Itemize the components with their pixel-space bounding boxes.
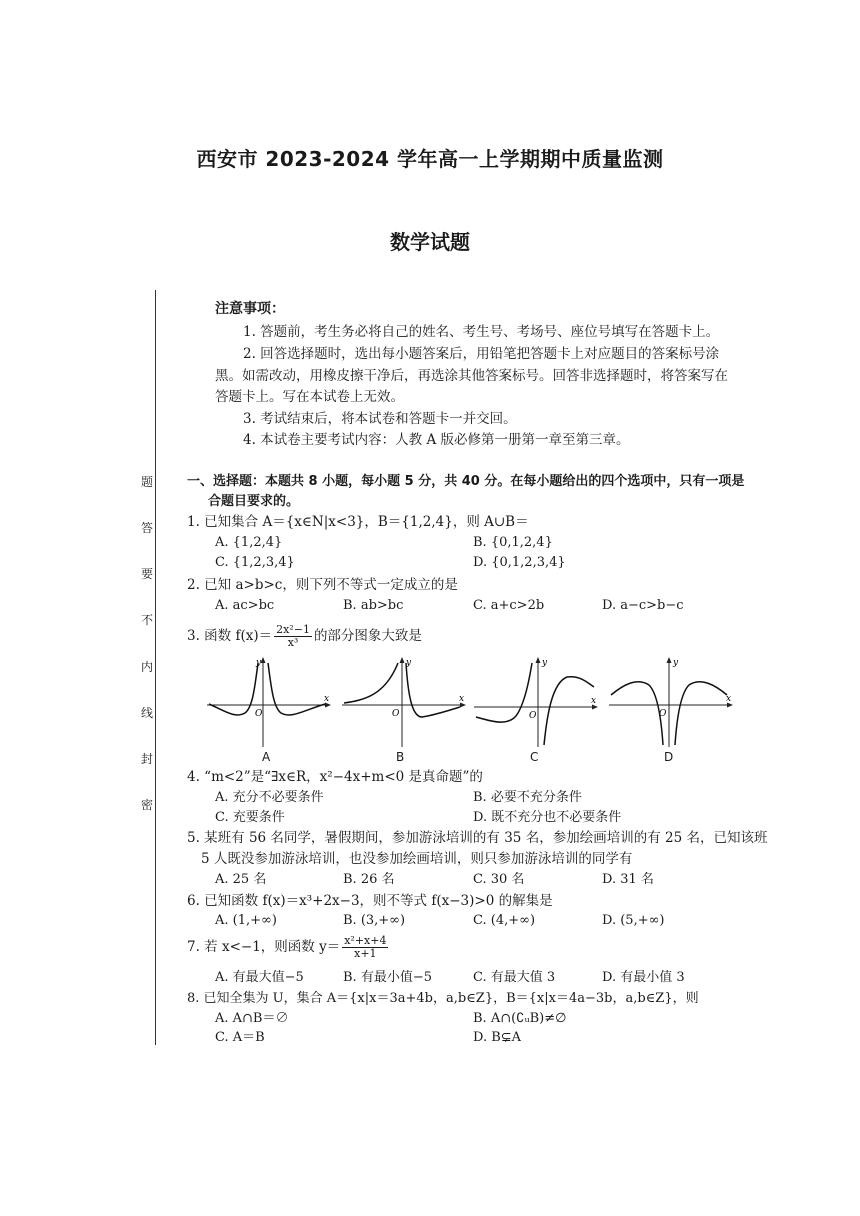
notes-line: 2. 回答选择题时，选出每小题答案后，用铅笔把答题卡上对应题目的答案标号涂 bbox=[243, 346, 720, 362]
binding-char: 题 bbox=[140, 475, 153, 489]
axis-y-label: y bbox=[256, 658, 262, 668]
q6-option-b: B. (3,+∞) bbox=[343, 913, 406, 928]
question-2-stem: 2. 已知 a>b>c，则下列不等式一定成立的是 bbox=[187, 577, 458, 593]
origin-label: O bbox=[659, 709, 667, 719]
notes-line: 黑。如需改动，用橡皮擦干净后，再选涂其他答案标号。回答非选择题时，将答案写在 bbox=[215, 368, 728, 384]
q2-option-a: A. ac>bc bbox=[215, 598, 275, 613]
q5-option-a: A. 25 名 bbox=[215, 872, 267, 887]
q7-option-a: A. 有最大值−5 bbox=[215, 970, 304, 985]
q3-denominator: x³ bbox=[287, 636, 299, 649]
page-subtitle: 数学试题 bbox=[390, 230, 470, 254]
q5-option-c: C. 30 名 bbox=[473, 872, 525, 887]
binding-char: 答 bbox=[140, 521, 153, 536]
binding-char: 密 bbox=[140, 797, 153, 812]
q3-graph-a bbox=[205, 655, 335, 750]
q1-option-c: C. {1,2,3,4} bbox=[215, 555, 295, 570]
question-7-stem bbox=[187, 935, 390, 960]
q5-option-b: B. 26 名 bbox=[343, 872, 395, 887]
q2-option-c: C. a+c>2b bbox=[473, 598, 545, 613]
notes-line: 1. 答题前，考生务必将自己的姓名、考生号、考场号、座位号填写在答题卡上。 bbox=[243, 324, 720, 340]
origin-label: O bbox=[255, 709, 263, 719]
q3-fraction bbox=[274, 624, 312, 649]
q7-option-b: B. 有最小值−5 bbox=[343, 970, 432, 985]
q3-graph-label-b: B bbox=[396, 750, 405, 764]
q7-option-d: D. 有最小值 3 bbox=[602, 970, 685, 985]
q7-fraction bbox=[342, 935, 388, 960]
q4-option-d: D. 既不充分也不必要条件 bbox=[473, 810, 622, 825]
question-3-stem bbox=[187, 624, 422, 649]
axis-x-label: x bbox=[591, 696, 597, 706]
q6-option-a: A. (1,+∞) bbox=[215, 913, 277, 928]
question-4-stem: 4. “m<2”是“∃x∈R，x²−4x+m<0 是真命题”的 bbox=[187, 769, 483, 785]
q7-option-c: C. 有最大值 3 bbox=[473, 970, 556, 985]
axis-y-label: y bbox=[406, 658, 412, 668]
notes-line: 答题卡上。写在本试卷上无效。 bbox=[215, 389, 404, 405]
q3-graph-label-d: D bbox=[664, 750, 674, 764]
q3-suffix: 的部分图象大致是 bbox=[313, 628, 422, 644]
binding-char: 不 bbox=[140, 613, 153, 628]
notes-line: 4. 本试卷主要考试内容：人教 A 版必修第一册第一章至第三章。 bbox=[243, 432, 630, 448]
q3-graph-label-c: C bbox=[530, 750, 539, 764]
origin-label: O bbox=[529, 711, 537, 721]
q1-option-d: D. {0,1,2,3,4} bbox=[473, 555, 566, 570]
notes-heading: 注意事项： bbox=[215, 301, 285, 317]
q2-option-b: B. ab>bc bbox=[343, 598, 404, 613]
q4-option-b: B. 必要不充分条件 bbox=[473, 790, 582, 805]
q7-denominator: x+1 bbox=[354, 947, 377, 960]
notes-line: 3. 考试结束后，将本试卷和答题卡一并交回。 bbox=[243, 411, 517, 427]
page-title: 西安市 2023-2024 学年高一上学期期中质量监测 bbox=[196, 147, 664, 171]
question-6-stem: 6. 已知函数 f(x)＝x³+2x−3，则不等式 f(x−3)>0 的解集是 bbox=[187, 893, 553, 909]
section-heading-cont: 合题目要求的。 bbox=[208, 494, 300, 509]
q3-graph-label-a: A bbox=[262, 750, 271, 764]
binding-char: 要 bbox=[140, 567, 153, 582]
q1-option-b: B. {0,1,2,4} bbox=[473, 535, 553, 550]
q3-graph-b bbox=[340, 655, 470, 750]
axis-x-label: x bbox=[726, 694, 732, 704]
q3-graph-d bbox=[607, 655, 737, 750]
binding-char: 封 bbox=[140, 751, 153, 766]
binding-char: 内 bbox=[140, 659, 153, 674]
q8-option-d: D. B⊊A bbox=[473, 1030, 522, 1045]
q5-option-d: D. 31 名 bbox=[602, 872, 654, 887]
origin-label: O bbox=[392, 709, 400, 719]
question-5-stem-cont: 5 人既没参加游泳培训，也没参加绘画培训，则只参加游泳培训的同学有 bbox=[201, 851, 633, 867]
question-1-stem: 1. 已知集合 A＝{x∈N|x<3}，B＝{1,2,4}，则 A∪B＝ bbox=[187, 514, 529, 530]
axis-y-label: y bbox=[542, 658, 548, 668]
q6-option-c: C. (4,+∞) bbox=[473, 913, 536, 928]
q2-option-d: D. a−c>b−c bbox=[602, 598, 684, 613]
q3-graph-c bbox=[472, 655, 602, 750]
q1-option-a: A. {1,2,4} bbox=[215, 535, 283, 550]
q8-option-c: C. A＝B bbox=[215, 1030, 265, 1045]
question-5-stem: 5. 某班有 56 名同学，暑假期间，参加游泳培训的有 35 名，参加绘画培训的有 25 名，已知该班 bbox=[187, 830, 768, 846]
q3-prefix: 3. 函数 f(x)＝ bbox=[187, 628, 273, 644]
axis-x-label: x bbox=[324, 694, 330, 704]
q4-option-a: A. 充分不必要条件 bbox=[215, 790, 324, 805]
q6-option-d: D. (5,+∞) bbox=[602, 913, 665, 928]
axis-x-label: x bbox=[459, 694, 465, 704]
q3-numerator: 2x²−1 bbox=[276, 623, 310, 636]
q4-option-c: C. 充要条件 bbox=[215, 810, 285, 825]
section-heading: 一、选择题：本题共 8 小题，每小题 5 分，共 40 分。在每小题给出的四个选项中，只有一项是 bbox=[187, 474, 745, 489]
q7-numerator: x²+x+4 bbox=[344, 934, 387, 947]
q7-prefix: 7. 若 x<−1，则函数 y＝ bbox=[187, 939, 341, 955]
binding-strip bbox=[137, 473, 157, 813]
question-8-stem: 8. 已知全集为 U，集合 A＝{x|x＝3a+4b，a,b∈Z}，B＝{x|x＝4a−3b，a,b∈Z}，则 bbox=[187, 991, 699, 1006]
axis-y-label: y bbox=[673, 658, 679, 668]
q8-option-a: A. A∩B＝∅ bbox=[215, 1011, 289, 1026]
q8-option-b: B. A∩(∁ᵤB)≠∅ bbox=[473, 1011, 567, 1026]
binding-char: 线 bbox=[140, 705, 153, 720]
